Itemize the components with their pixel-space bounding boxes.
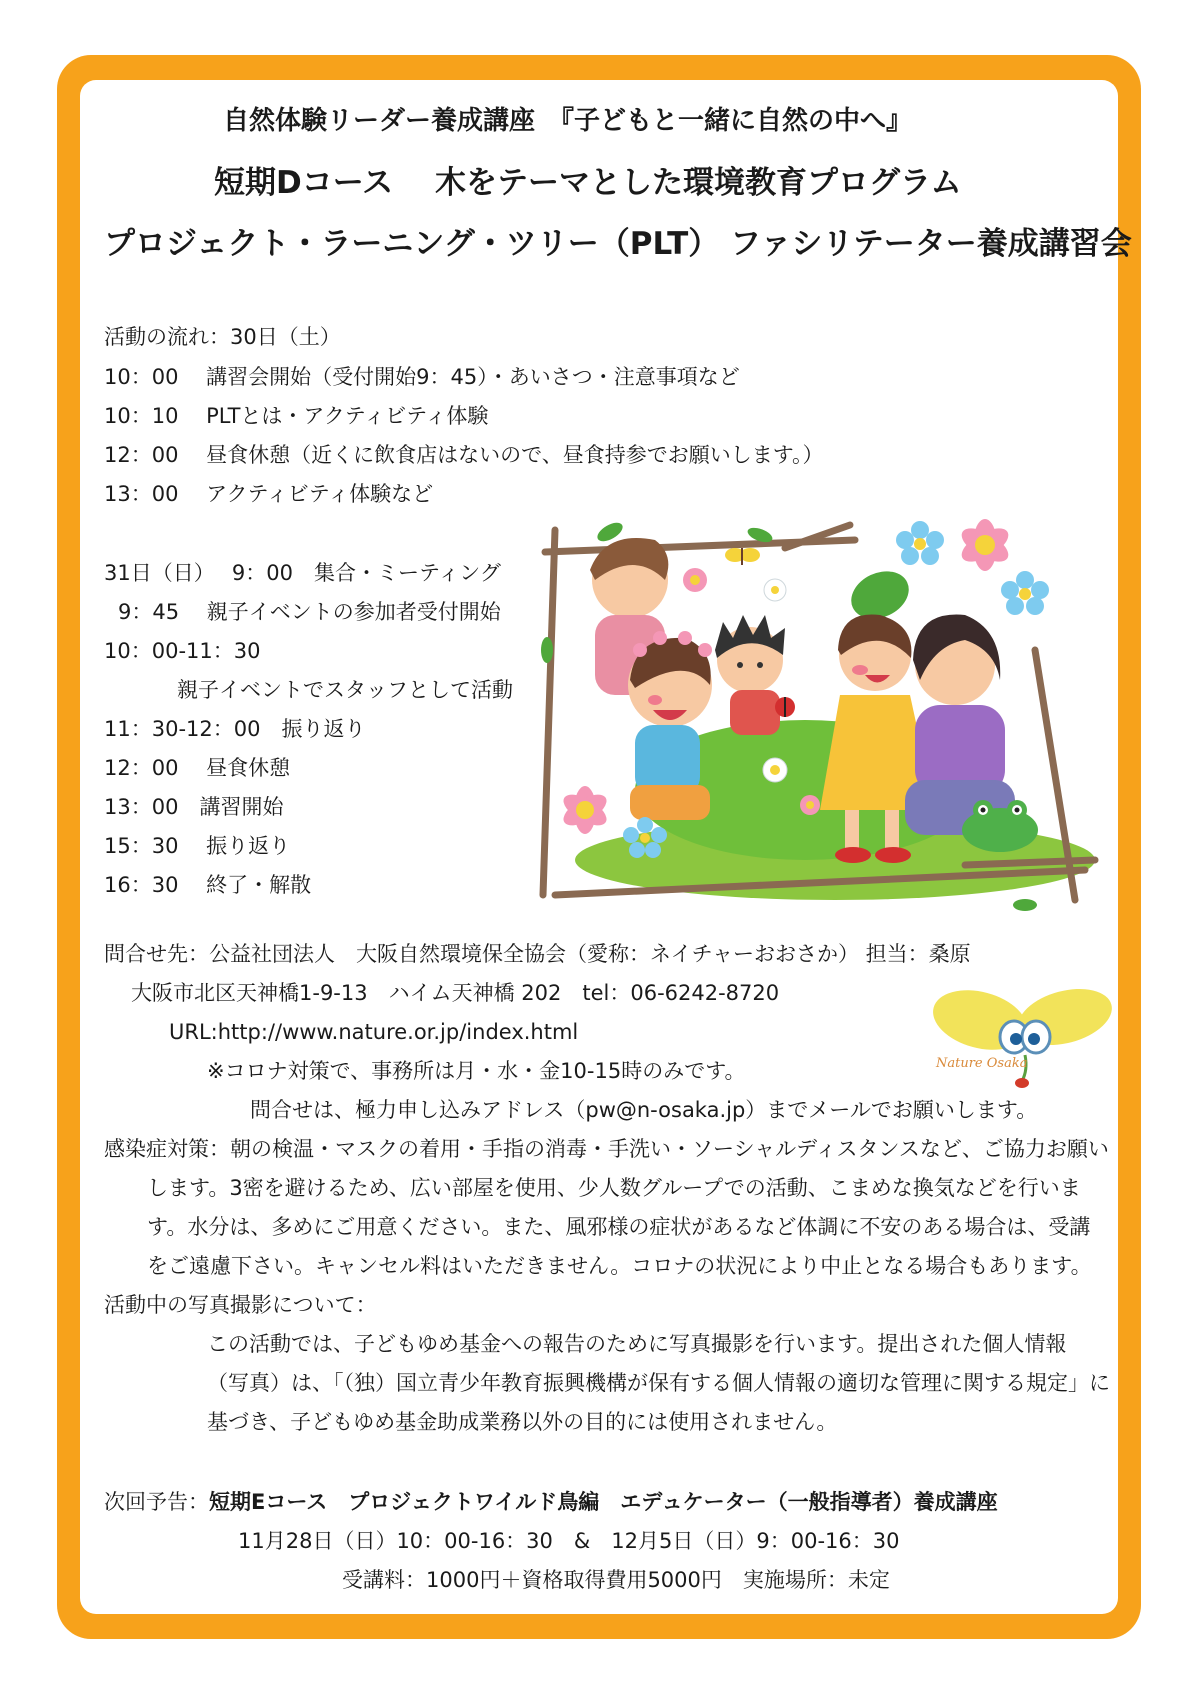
schedule-day2-item: 9：45 親子イベントの参加者受付開始 [118, 600, 501, 624]
next-course-title: 短期Eコース プロジェクトワイルド鳥編 エデュケーター（一般指導者）養成講座 [209, 1490, 998, 1514]
photo-heading: 活動中の写真撮影について： [104, 1293, 377, 1317]
header-line-1: 自然体験リーダー養成講座 『子どもと一緒に自然の中へ』 [223, 106, 913, 136]
schedule-day1-item: 12：00 昼食休憩（近くに飲食店はないので、昼食持参でお願いします。） [104, 443, 824, 467]
mascot-logo-lettering: Nature Osaka [936, 1056, 1028, 1071]
header-line-3: プロジェクト・ラーニング・ツリー（PLT） ファシリテーター養成講習会 [104, 226, 1132, 262]
schedule-day2-item: 10：00-11：30 [104, 639, 261, 663]
schedule-day2-item: 11：30-12：00 振り返り [104, 717, 366, 741]
nature-osaka-mascot-logo [930, 985, 1115, 1090]
next-course-line [104, 1492, 998, 1513]
contact-line-1: 問合せ先：公益社団法人 大阪自然環境保全協会（愛称：ネイチャーおおさか） 担当：桑原 [104, 942, 971, 966]
contact-address: 大阪市北区天神橋1-9-13 ハイム天神橋 202 tel：06-6242-8720 [131, 981, 780, 1005]
contact-url[interactable]: URL:http://www.nature.or.jp/index.html [169, 1020, 579, 1044]
next-course-dates: 11月28日（日）10：00-16：30 & 12月5日（日）9：00-16：30 [238, 1529, 900, 1553]
schedule-day2-item: 31日（日） 9：00 集合・ミーティング [104, 561, 501, 585]
photo-line-1: この活動では、子どもゆめ基金への報告のために写真撮影を行います。提出された個人情報 [207, 1332, 1067, 1356]
next-course-fee: 受講料：1000円＋資格取得費用5000円 実施場所：未定 [342, 1568, 890, 1592]
infection-line-2: します。3密を避けるため、広い部屋を使用、少人数グループでの活動、こまめな換気などを行いま [147, 1176, 1081, 1200]
contact-email-note: 問合せは、極力申し込みアドレス（pw@n-osaka.jp）までメールでお願いします。 [250, 1098, 1038, 1122]
schedule-day2-item: 親子イベントでスタッフとして活動 [177, 678, 513, 702]
schedule-day2-item: 15：30 振り返り [104, 834, 291, 858]
infection-line-3: す。水分は、多めにご用意ください。また、風邪様の症状があるなど体調に不安のある場合は、受講 [147, 1215, 1091, 1239]
schedule-day1-heading: 活動の流れ：30日（土） [104, 325, 341, 349]
schedule-day1-item: 10：00 講習会開始（受付開始9：45）・あいさつ・注意事項など [104, 365, 740, 389]
header-line-2: 短期Dコース 木をテーマとした環境教育プログラム [214, 165, 962, 201]
schedule-day1-item: 13：00 アクティビティ体験など [104, 482, 434, 506]
photo-line-2: （写真）は、「（独）国立青少年教育振興機構が保有する個人情報の適切な管理に関する規定」に [207, 1371, 1110, 1395]
schedule-day2-item: 13：00 講習開始 [104, 795, 284, 819]
schedule-day2-item: 12：00 昼食休憩 [104, 756, 291, 780]
infection-line-4: をご遠慮下さい。キャンセル料はいただきません。コロナの状況により中止となる場合もあります。 [147, 1254, 1092, 1278]
infection-line-1: 感染症対策：朝の検温・マスクの着用・手指の消毒・手洗い・ソーシャルディスタンスなど、ご協力お願い [104, 1137, 1109, 1161]
schedule-day2-item: 16：30 終了・解散 [104, 873, 312, 897]
next-course-label: 次回予告： [104, 1490, 209, 1514]
contact-office-hours: ※コロナ対策で、事務所は月・水・金10-15時のみです。 [207, 1059, 746, 1083]
photo-line-3: 基づき、子どもゆめ基金助成業務以外の目的には使用されません。 [207, 1410, 838, 1434]
schedule-day1-item: 10：10 PLTとは・アクティビティ体験 [104, 404, 489, 428]
family-nature-illustration [535, 510, 1105, 915]
